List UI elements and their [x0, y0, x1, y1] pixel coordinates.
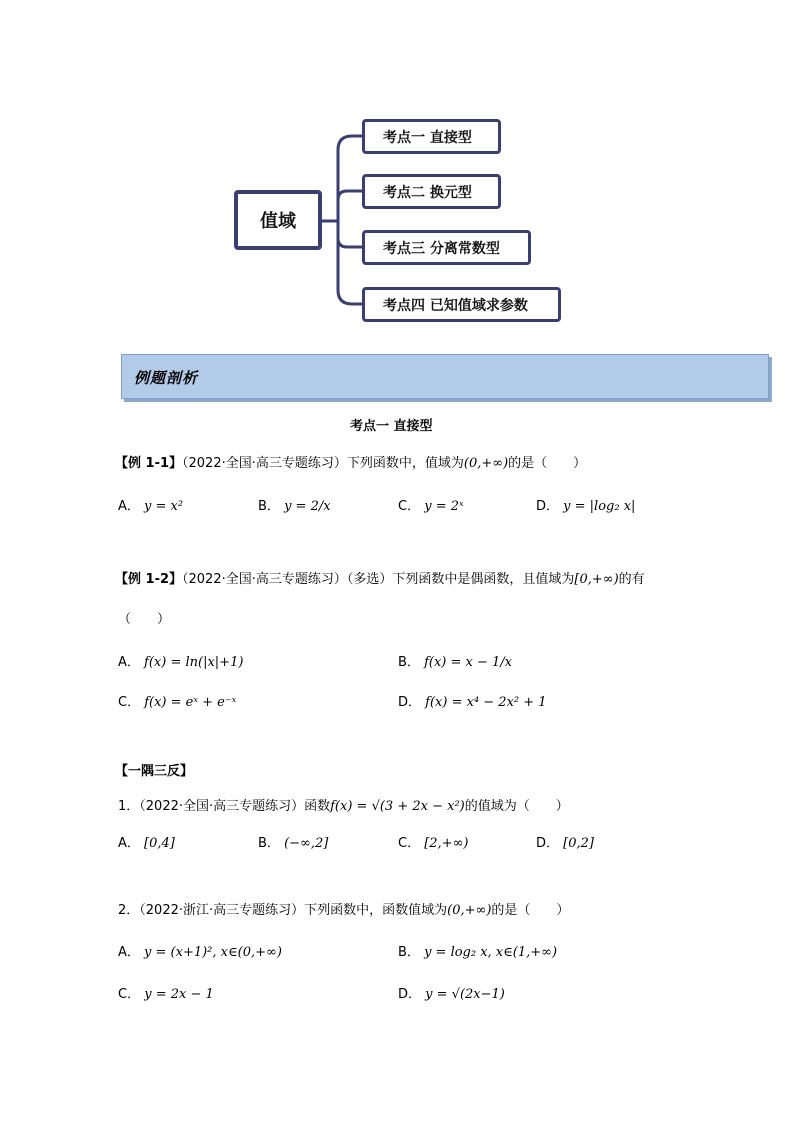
question-text: 2．（2022·浙江·高三专题练习）下列函数中，函数值域为	[118, 903, 448, 918]
option-b	[258, 832, 328, 851]
banner-label: 例题剖析	[134, 369, 199, 387]
answer: [0,2]	[563, 836, 594, 851]
question-formula: f(x) = √(3 + 2x − x²)	[330, 799, 465, 814]
example-tail: 的有	[618, 572, 645, 587]
example-source: （2022·全国·高三专题练习）下列函数中，值域为	[182, 456, 464, 471]
practice-q1	[118, 795, 569, 814]
practice-q2	[118, 899, 569, 918]
formula: f(x) = x − 1/x	[424, 655, 512, 670]
formula: f(x) = eˣ + e⁻ˣ	[144, 695, 237, 710]
question-interval: (0,+∞)	[447, 903, 492, 918]
formula: y = 2x − 1	[144, 987, 214, 1002]
answer: (−∞,2]	[284, 836, 329, 851]
formula: y = |log₂ x|	[563, 499, 636, 514]
mindmap-branch-3: 考点三 分离常数型	[362, 230, 531, 265]
option-d	[398, 691, 547, 710]
option-b	[398, 651, 512, 670]
question-text: 1．（2022·全国·高三专题练习）函数	[118, 799, 331, 814]
option-c	[398, 495, 464, 514]
question-tail: 的值域为（ ）	[464, 799, 569, 814]
option-letter: A．	[118, 655, 140, 670]
practice-heading: 【一隅三反】	[115, 764, 194, 779]
option-letter: B．	[398, 945, 420, 960]
formula: f(x) = ln(|x|+1)	[144, 655, 244, 670]
option-d	[536, 832, 594, 851]
mindmap-branch-4: 考点四 已知值域求参数	[362, 287, 561, 322]
option-a	[118, 651, 243, 670]
answer: [2,+∞)	[424, 836, 469, 851]
option-letter: D．	[398, 987, 422, 1002]
example-1-2	[115, 568, 645, 587]
option-letter: C．	[118, 695, 141, 710]
option-a	[118, 832, 175, 851]
option-letter: D．	[398, 695, 422, 710]
option-d	[536, 495, 635, 514]
option-letter: A．	[118, 836, 140, 851]
option-a	[118, 495, 183, 514]
mindmap-root: 值域	[234, 190, 322, 250]
option-letter: B．	[258, 499, 280, 514]
example-tail: 的是（ ）	[508, 456, 587, 471]
formula: f(x) = x⁴ − 2x² + 1	[425, 695, 547, 710]
option-letter: D．	[536, 499, 560, 514]
section-title: 考点一 直接型	[350, 419, 433, 434]
section-banner	[121, 354, 769, 399]
example-tag: 【例 1-2】	[115, 572, 183, 587]
formula: y = 2/x	[284, 499, 331, 514]
example-1-1	[115, 452, 586, 471]
option-c	[118, 691, 236, 710]
formula: y = 2ˣ	[424, 499, 464, 514]
option-letter: C．	[118, 987, 141, 1002]
mindmap-branch-1: 考点一 直接型	[362, 119, 501, 154]
option-letter: A．	[118, 945, 140, 960]
formula: y = x²	[144, 499, 184, 514]
option-letter: B．	[398, 655, 420, 670]
option-letter: B．	[258, 836, 280, 851]
example-interval: (0,+∞)	[463, 456, 509, 471]
formula: y = log₂ x, x∈(1,+∞)	[424, 945, 558, 960]
option-a	[118, 941, 282, 960]
example-source: （2022·全国·高三专题练习）（多选）下列函数中是偶函数，且值域为	[182, 572, 575, 587]
answer: [0,4]	[144, 836, 175, 851]
option-b	[258, 495, 331, 514]
mindmap-branch-2: 考点二 换元型	[362, 174, 501, 209]
option-letter: A．	[118, 499, 140, 514]
option-letter: D．	[536, 836, 560, 851]
formula: y = √(2x−1)	[425, 987, 505, 1002]
option-c	[118, 983, 214, 1002]
answer-paren: （ ）	[118, 612, 171, 627]
option-b	[398, 941, 557, 960]
example-tag: 【例 1-1】	[115, 456, 183, 471]
option-d	[398, 983, 505, 1002]
formula: y = (x+1)², x∈(0,+∞)	[144, 945, 282, 960]
option-letter: C．	[398, 836, 421, 851]
option-c	[398, 832, 469, 851]
example-interval: [0,+∞)	[574, 572, 619, 587]
option-letter: C．	[398, 499, 421, 514]
question-tail: 的是（ ）	[491, 903, 570, 918]
